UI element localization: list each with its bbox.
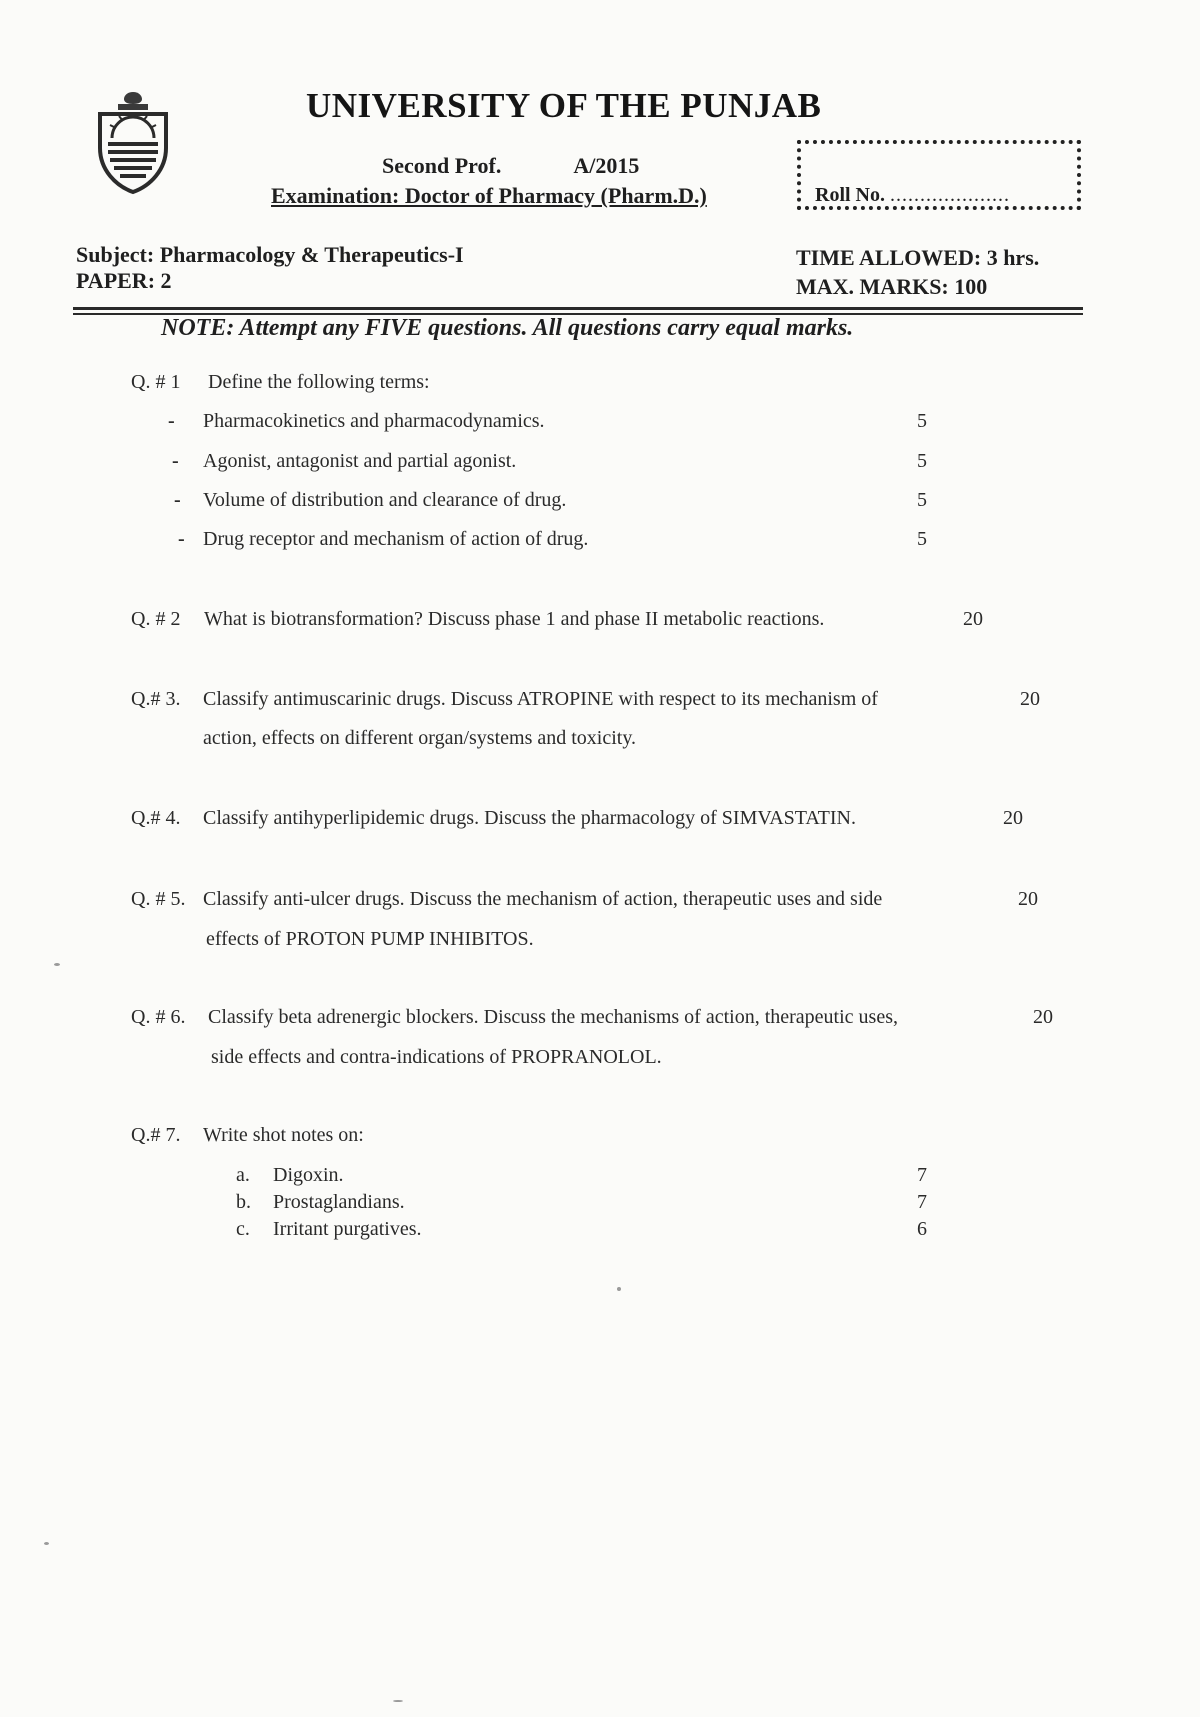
roll-number-blank: ....................	[890, 184, 1010, 206]
exam-session: A/2015	[573, 153, 640, 178]
header-divider-top	[73, 307, 1083, 310]
exam-level-line	[382, 153, 639, 179]
question-7-part-a-marks: 7	[917, 1164, 927, 1186]
question-1-part-2-bullet: -	[172, 450, 179, 472]
question-4-number: Q.# 4.	[131, 807, 181, 829]
question-7-part-c-label: c.	[236, 1218, 250, 1240]
question-6-marks: 20	[1033, 1006, 1053, 1028]
question-3-marks: 20	[1020, 688, 1040, 710]
question-3-number: Q.# 3.	[131, 688, 181, 710]
question-4-text: Classify antihyperlipidemic drugs. Discuss the pharmacology of SIMVASTATIN.	[203, 807, 856, 829]
time-allowed: TIME ALLOWED: 3 hrs.	[796, 245, 1040, 270]
question-7-number: Q.# 7.	[131, 1124, 181, 1146]
roll-number-label: Roll No.	[815, 184, 885, 206]
question-5-marks: 20	[1018, 888, 1038, 910]
question-1-part-3-text: Volume of distribution and clearance of drug.	[203, 489, 567, 511]
question-7-part-c-text: Irritant purgatives.	[273, 1218, 422, 1240]
question-1-part-3-marks: 5	[917, 489, 927, 511]
paper-number: PAPER: 2	[76, 268, 172, 293]
max-marks: MAX. MARKS: 100	[796, 274, 988, 299]
question-1-part-1-marks: 5	[917, 410, 927, 432]
scan-speck	[54, 963, 60, 966]
instructions-note: NOTE: Attempt any FIVE questions. All questions carry equal marks.	[161, 315, 854, 341]
subject-line: Subject: Pharmacology & Therapeutics-I	[76, 242, 464, 267]
roll-number-field	[815, 184, 1010, 207]
examination-title: Examination: Doctor of Pharmacy (Pharm.D.)	[271, 183, 707, 208]
question-1-part-4-text: Drug receptor and mechanism of action of drug.	[203, 528, 589, 550]
question-6-number: Q. # 6.	[131, 1006, 186, 1028]
university-title: UNIVERSITY OF THE PUNJAB	[306, 86, 822, 125]
question-1-number: Q. # 1	[131, 371, 181, 393]
question-4-marks: 20	[1003, 807, 1023, 829]
question-1-part-3-bullet: -	[174, 489, 181, 511]
question-5-line-2: effects of PROTON PUMP INHIBITOS.	[206, 928, 534, 950]
question-1-part-4-bullet: -	[178, 528, 185, 550]
question-6-line-2: side effects and contra-indications of PROPRANOLOL.	[211, 1046, 662, 1068]
question-6-line-1: Classify beta adrenergic blockers. Discuss the mechanisms of action, therapeutic uses,	[208, 1006, 898, 1028]
question-2-number: Q. # 2	[131, 608, 181, 630]
exam-level: Second Prof.	[382, 153, 502, 178]
scan-speck	[393, 1700, 403, 1702]
question-3-line-2: action, effects on different organ/systems and toxicity.	[203, 727, 637, 749]
question-5-number: Q. # 5.	[131, 888, 186, 910]
question-1-part-2-marks: 5	[917, 450, 927, 472]
question-7-part-b-label: b.	[236, 1191, 251, 1213]
question-7-part-b-marks: 7	[917, 1191, 927, 1213]
question-2-text: What is biotransformation? Discuss phase 1 and phase II metabolic reactions.	[204, 608, 825, 630]
question-7-part-a-text: Digoxin.	[273, 1164, 344, 1186]
question-7-part-a-label: a.	[236, 1164, 250, 1186]
question-3-line-1: Classify antimuscarinic drugs. Discuss ATROPINE with respect to its mechanism of	[203, 688, 878, 710]
question-7-text: Write shot notes on:	[203, 1124, 364, 1146]
question-1-part-1-text: Pharmacokinetics and pharmacodynamics.	[203, 410, 545, 432]
question-7-part-b-text: Prostaglandians.	[273, 1191, 405, 1213]
scan-speck	[617, 1287, 621, 1291]
question-7-part-c-marks: 6	[917, 1218, 927, 1240]
question-1-part-1-bullet: -	[168, 410, 175, 432]
university-crest-logo	[88, 88, 178, 196]
question-5-line-1: Classify anti-ulcer drugs. Discuss the mechanism of action, therapeutic uses and side	[203, 888, 883, 910]
question-1-text: Define the following terms:	[208, 371, 430, 393]
question-1-part-4-marks: 5	[917, 528, 927, 550]
scan-speck	[44, 1542, 49, 1545]
roll-number-box[interactable]	[797, 140, 1081, 210]
question-2-marks: 20	[963, 608, 983, 630]
question-1-part-2-text: Agonist, antagonist and partial agonist.	[203, 450, 517, 472]
